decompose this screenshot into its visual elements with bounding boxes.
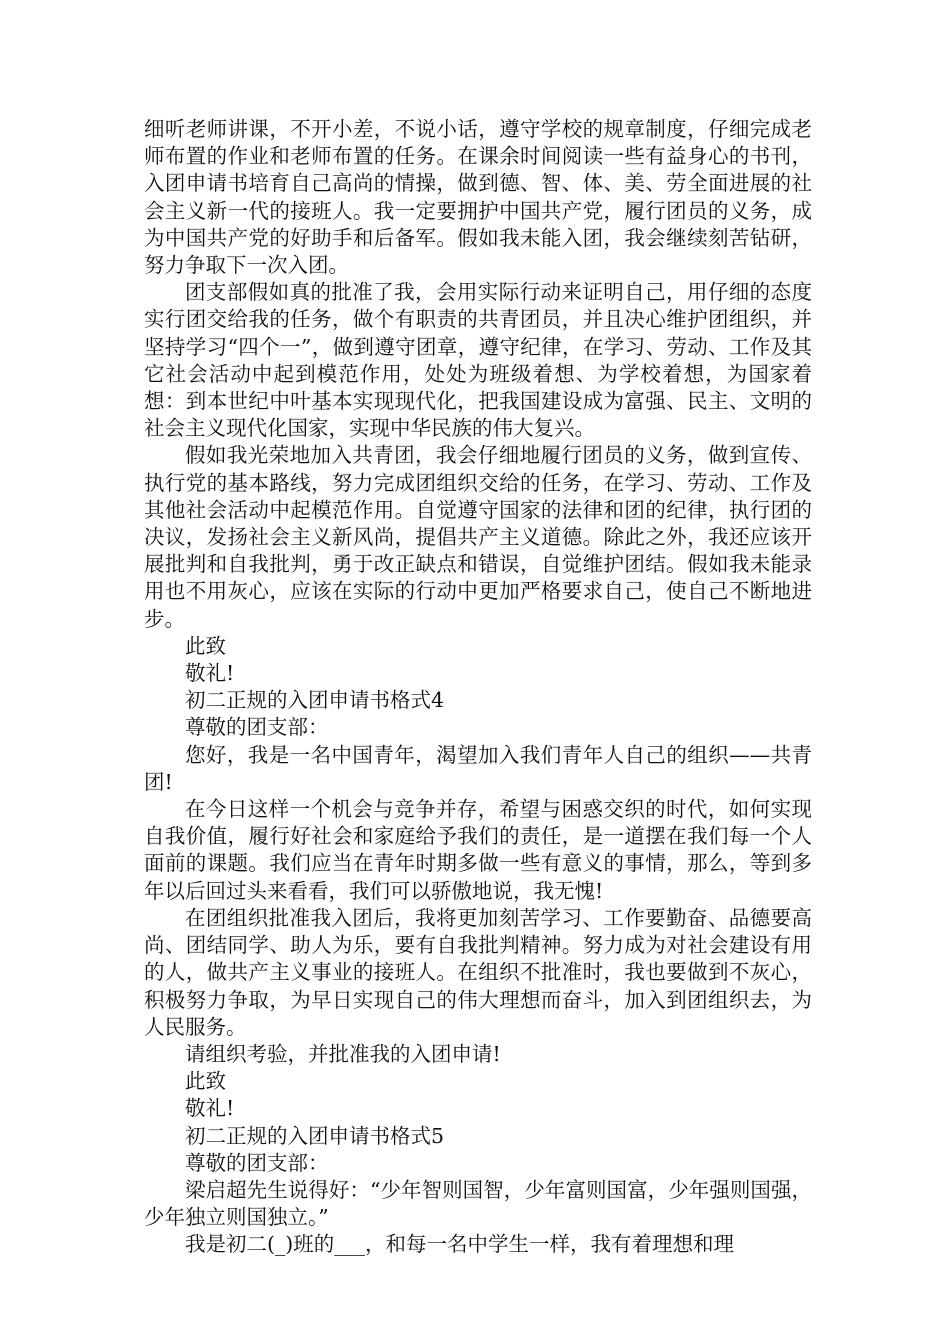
greeting-branch: 尊敬的团支部： [185, 715, 329, 740]
paragraph-branch-approval: 团支部假如真的批准了我，会用实际行动来证明自己，用仔细的态度实行团交给我的任务，做个有职责的共青团员，并且决心维护团组织，并坚持学习“四个一”，做到遵守团章，遵守纪律，在学习、劳动、工作及其它社会活动中起到模范作用，处处为班级着想、为学校着想，为国家着想：到本世纪中叶基本实现现代化，把我国建设成为富强、民主、文明的社会主义现代化国家，实现中华民族的伟大复兴。 [144, 280, 812, 441]
paragraph-self-intro: 我是初二(_)班的___，和每一名中学生一样，我有着理想和理 [185, 1232, 734, 1257]
section-title-format-4: 初二正规的入团申请书格式4 [185, 688, 445, 713]
request-line: 请组织考验，并批准我的入团申请! [185, 1041, 501, 1066]
paragraph-era-value: 在今日这样一个机会与竞争并存，希望与困惑交织的时代，如何实现自我价值，履行好社会和家庭给予我们的责任，是一道摆在我们每一个人面前的课题。我们应当在青年时期多做一些有意义的事情，那么，等到多年以后回过头来看看，我们可以骄傲地说，我无愧! [144, 797, 812, 903]
closing-salutation: 此致 [185, 633, 226, 658]
paragraph-introduction: 您好，我是一名中国青年，渴望加入我们青年人自己的组织——共青团! [144, 742, 812, 794]
closing-regards: 敬礼! [185, 661, 235, 686]
paragraph-commitment: 在团组织批准我入团后，我将更加刻苦学习、工作要勤奋、品德要高尚、团结同学、助人为乐，要有自我批判精神。努力成为对社会建设有用的人，做共产主义事业的接班人。在组织不批准时，我也要做到不灰心，积极努力争取，为早日实现自己的伟大理想而奋斗，加入到团组织去，为人民服务。 [144, 905, 812, 1039]
closing-regards-2: 敬礼! [185, 1096, 235, 1121]
paragraph-study-discipline: 细听老师讲课，不开小差，不说小话，遵守学校的规章制度，仔细完成老师布置的作业和老师布置的任务。在课余时间阅读一些有益身心的书刊，入团申请书培育自己高尚的情操，做到德、智、体、美、劳全面进展的社会主义新一代的接班人。我一定要拥护中国共产党，履行团员的义务，成为中国共产党的好助手和后备军。假如我未能入团，我会继续刻苦钻研，努力争取下一次入团。 [144, 117, 812, 278]
paragraph-member-duties: 假如我光荣地加入共青团，我会仔细地履行团员的义务，做到宣传、执行党的基本路线，努力完成团组织交给的任务，在学习、劳动、工作及其他社会活动中起模范作用。自觉遵守国家的法律和团的纪律，执行团的决议，发扬社会主义新风尚，提倡共产主义道德。除此之外，我还应该开展批判和自我批判，勇于改正缺点和错误，自觉维护团结。假如我未能录用也不用灰心，应该在实际的行动中更加严格要求自己，使自己不断地进步。 [144, 443, 812, 631]
section-title-format-5: 初二正规的入团申请书格式5 [185, 1123, 445, 1148]
closing-salutation-2: 此致 [185, 1069, 226, 1094]
paragraph-quote: 梁启超先生说得好：“少年智则国智，少年富则国富，少年强则国强，少年独立则国独立。” [144, 1177, 812, 1230]
greeting-branch-2: 尊敬的团支部： [185, 1150, 329, 1175]
document-body [144, 116, 812, 1259]
